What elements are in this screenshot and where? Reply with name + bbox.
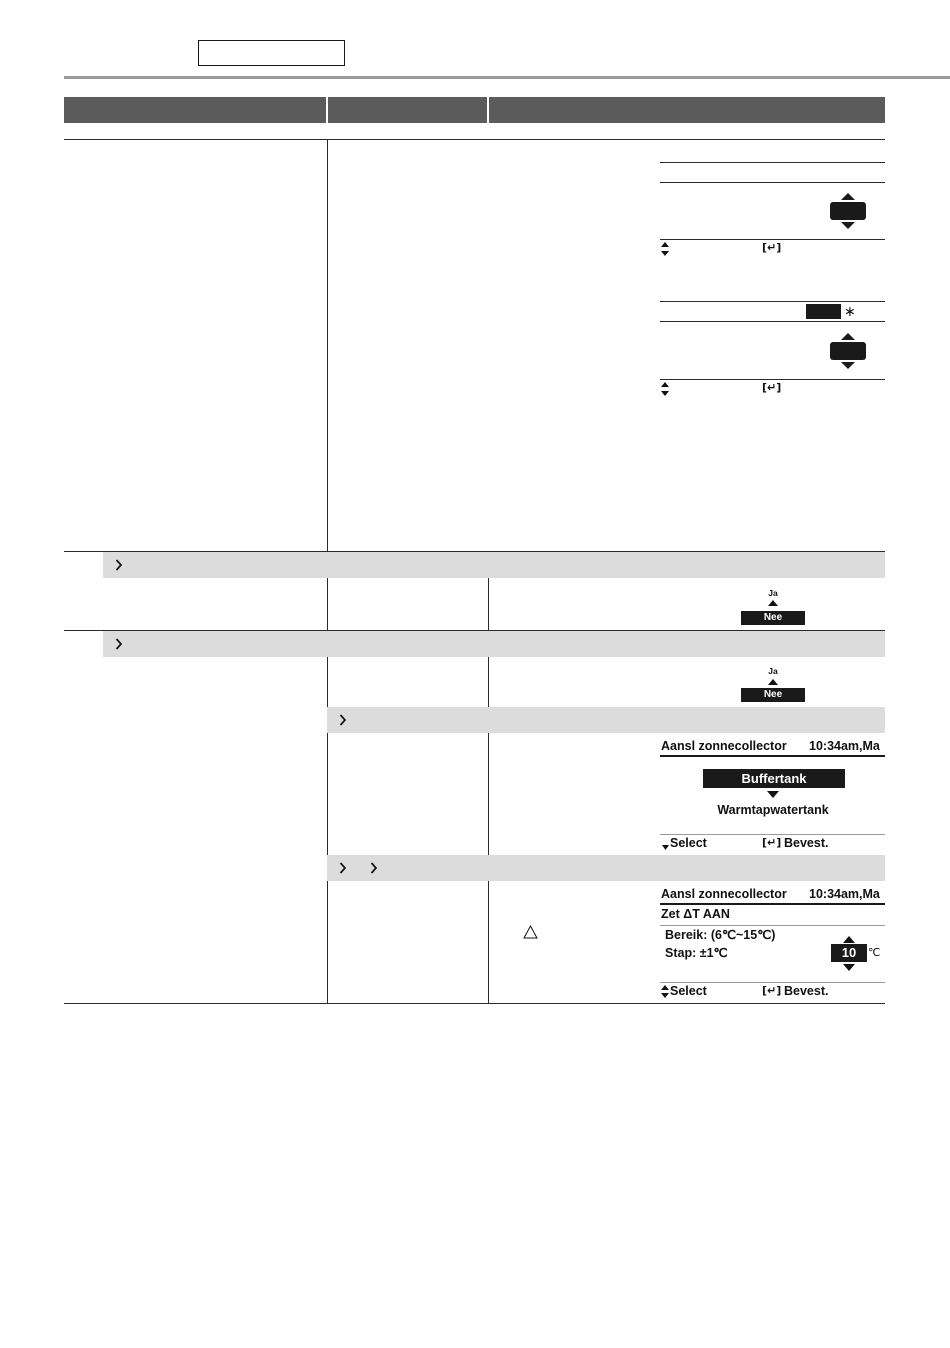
- table-bottom-rule: [64, 1003, 885, 1004]
- table-header-separator: [326, 97, 328, 123]
- top-rule: [64, 76, 950, 79]
- up-down-arrow-icon: [661, 382, 669, 396]
- up-arrow-icon: [768, 679, 778, 685]
- down-arrow-icon: [662, 845, 669, 850]
- column-divider: [327, 578, 328, 630]
- toggle-option-top: Ja: [768, 588, 778, 598]
- step-text: Stap: ±1℃: [665, 946, 728, 960]
- section-bar: [327, 855, 885, 881]
- other-option: Warmtapwatertank: [717, 803, 829, 817]
- chevron-right-icon: [370, 862, 378, 874]
- up-down-spinner-icon: [830, 193, 866, 229]
- unit-label: ℃: [868, 946, 881, 959]
- selected-option: Buffertank: [703, 769, 845, 788]
- chevron-right-icon: [115, 559, 123, 571]
- screen-line: [660, 162, 885, 163]
- range-text: Bereik: (6℃~15℃): [665, 928, 776, 942]
- down-arrow-icon: [843, 964, 855, 971]
- header-label-box: [198, 40, 345, 66]
- screen-time: 10:34am,Ma: [809, 739, 880, 753]
- select-label: Select: [670, 984, 707, 998]
- up-down-arrow-icon: [661, 242, 669, 256]
- screen-line: [660, 301, 885, 302]
- triangle-icon: [523, 925, 538, 939]
- chevron-right-icon: [339, 714, 347, 726]
- value-box: 10: [831, 944, 867, 962]
- chevron-right-icon: [339, 862, 347, 874]
- row-divider: [64, 139, 885, 140]
- down-arrow-icon: [767, 791, 779, 798]
- column-divider: [488, 657, 489, 707]
- column-divider: [488, 578, 489, 630]
- asterisk-marker: ∗: [844, 304, 856, 320]
- table-header: [64, 97, 885, 123]
- screen-time: 10:34am,Ma: [809, 887, 880, 901]
- enter-key-icon: [↵]: [762, 381, 782, 394]
- screen-line: [660, 321, 885, 322]
- enter-key-icon: [↵]: [762, 984, 782, 997]
- column-divider: [327, 139, 328, 551]
- toggle-option-top: Ja: [768, 666, 778, 676]
- up-down-arrow-icon: [661, 985, 669, 998]
- screen-title: Aansl zonnecollector: [661, 887, 787, 901]
- select-label: Select: [670, 836, 707, 850]
- screen-title-underline: [660, 903, 885, 905]
- section-bar: [327, 707, 885, 733]
- toggle-option-selected: Nee: [741, 611, 805, 625]
- section-bar: [103, 631, 885, 657]
- up-down-spinner-icon: [830, 333, 866, 369]
- toggle-option-selected: Nee: [741, 688, 805, 702]
- screen-title: Aansl zonnecollector: [661, 739, 787, 753]
- chevron-right-icon: [115, 638, 123, 650]
- screen-title-underline: [660, 755, 885, 757]
- column-divider: [488, 733, 489, 855]
- up-arrow-icon: [843, 936, 855, 943]
- screen-subtitle: Zet ΔT AAN: [661, 907, 730, 921]
- screen-line: [660, 182, 885, 183]
- column-divider: [488, 881, 489, 1003]
- up-arrow-icon: [768, 600, 778, 606]
- confirm-label: Bevest.: [784, 836, 829, 850]
- highlighted-value-box: [806, 304, 841, 319]
- enter-key-icon: [↵]: [762, 241, 782, 254]
- section-bar: [103, 552, 885, 578]
- screen-line: [660, 925, 885, 926]
- confirm-label: Bevest.: [784, 984, 829, 998]
- enter-key-icon: [↵]: [762, 836, 782, 849]
- table-header-separator: [487, 97, 489, 123]
